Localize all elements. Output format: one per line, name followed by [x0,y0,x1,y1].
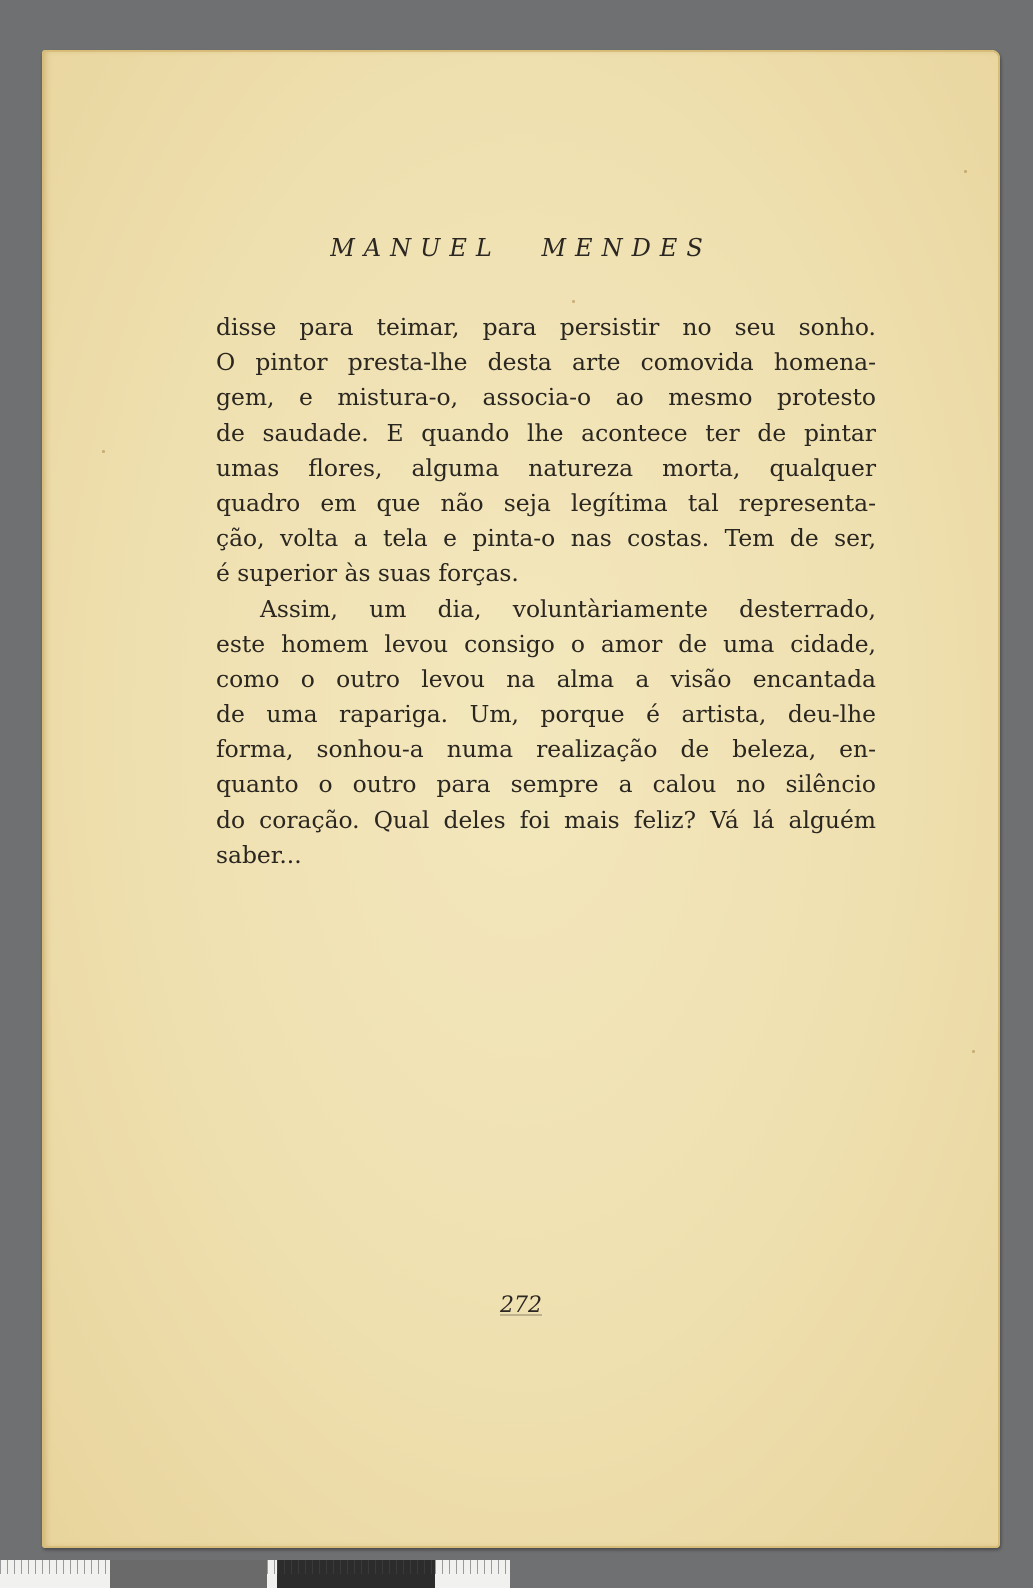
text-line: umas flores, alguma natureza morta, qualquer [216,453,876,482]
text-line: disse para teimar, para persistir no seu sonho. [216,313,876,341]
text-line: O pintor presta-lhe desta arte comovida homena- [216,348,876,377]
paper-speck [102,450,105,453]
text-line: ção, volta a tela e pinta-o nas costas. Tem de ser, [216,524,876,553]
page-number: 272 [500,1293,542,1318]
body-text [216,310,876,873]
text-line: forma, sonhou-a numa realização de beleza, en- [216,735,876,764]
ruler-scale-segment [0,1560,110,1588]
text-line: quadro em que não seja legítima tal representa- [216,488,876,517]
text-line: este homem levou consigo o amor de uma cidade, [216,629,876,658]
paper-speck [972,1050,975,1053]
scale-ruler [0,1560,1033,1588]
ruler-scale-segment [435,1560,510,1588]
paper-speck [572,300,575,303]
text-line: como o outro levou na alma a visão encantada [216,664,876,693]
text-line: gem, e mistura-o, associa-o ao mesmo protesto [216,383,876,412]
running-head [42,234,1000,262]
text-line: do coração. Qual deles foi mais feliz? Vá lá alguém [216,805,876,834]
running-head-author-last: MENDES [541,234,712,262]
ruler-black-patch [277,1560,435,1588]
paper-speck [964,170,967,173]
text-line: quanto o outro para sempre a calou no silêncio [216,770,876,799]
book-page [42,50,1000,1548]
paragraph-start-line: Assim, um dia, voluntàriamente desterrado, [260,594,876,623]
ruler-grey-patch [110,1560,267,1588]
text-line: de saudade. E quando lhe acontece ter de pintar [216,418,876,447]
ruler-scale-segment [267,1560,277,1588]
running-head-author-first: MANUEL [330,234,501,262]
text-line: é superior às suas forças. [216,559,519,588]
text-line: saber... [216,840,302,869]
text-line: de uma rapariga. Um, porque é artista, deu-lhe [216,700,876,729]
